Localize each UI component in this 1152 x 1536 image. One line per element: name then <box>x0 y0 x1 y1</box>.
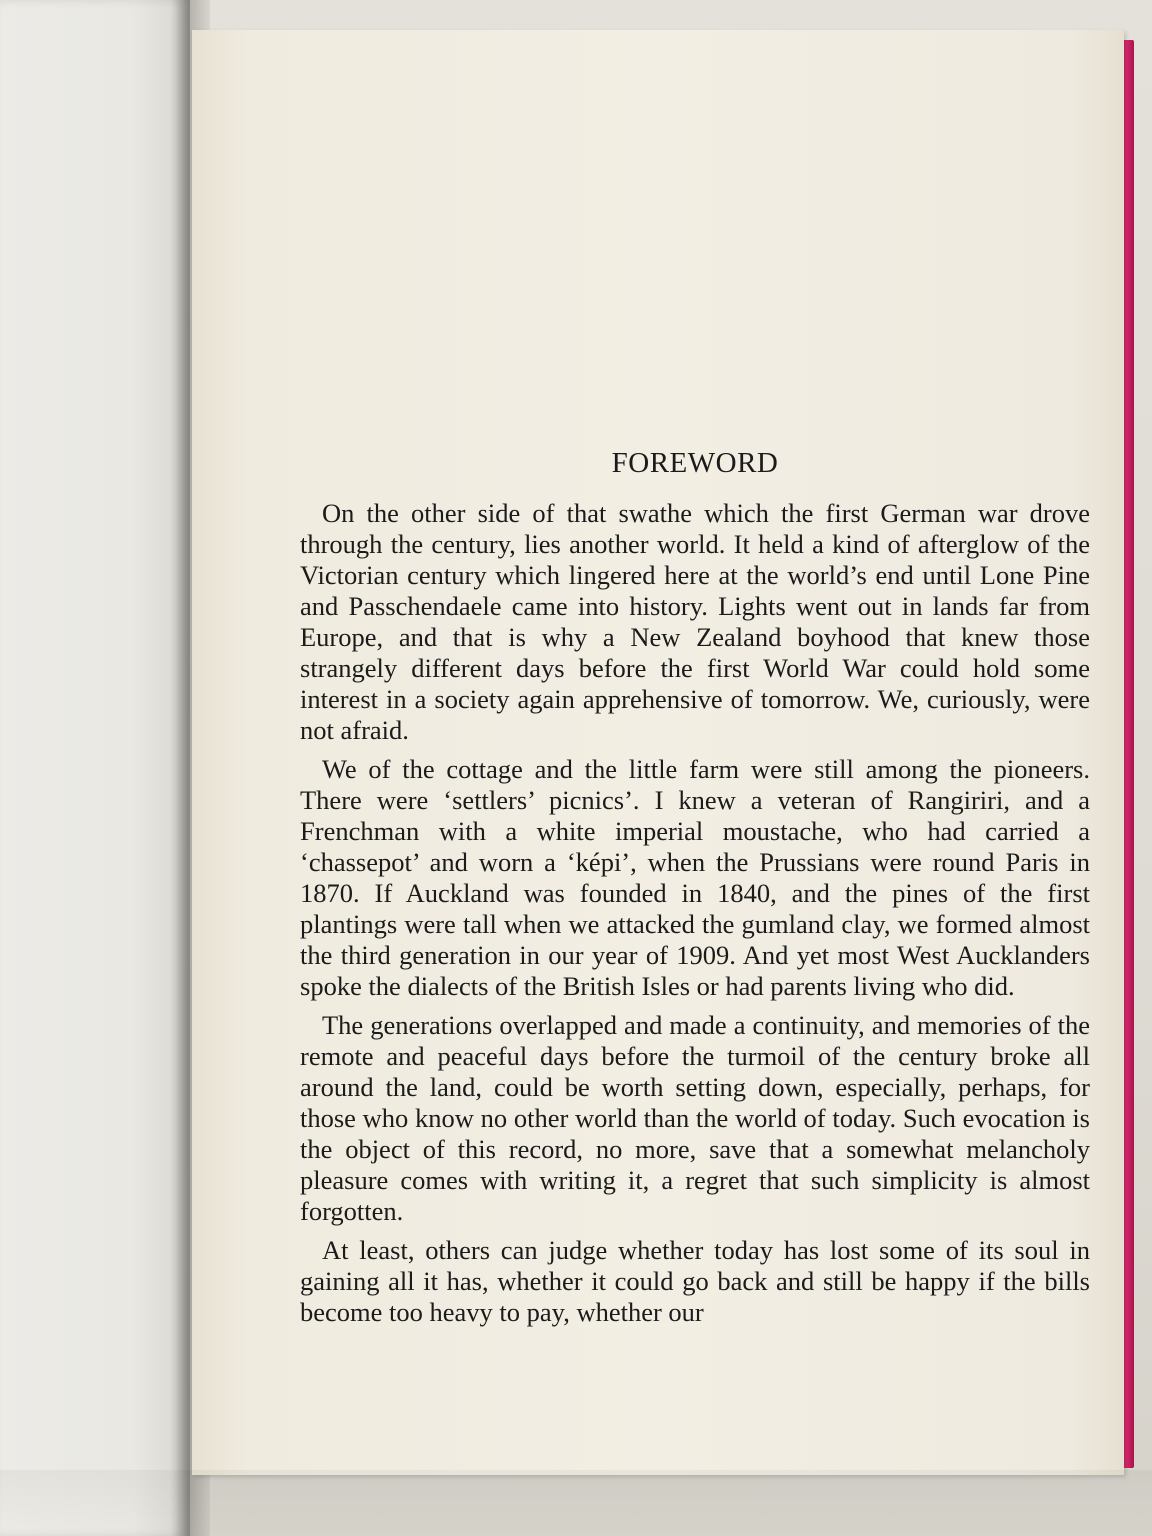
book-page <box>192 30 1124 1475</box>
table-surface <box>0 1470 1152 1536</box>
foreword-paragraph-3: The generations overlapped and made a continuity, and memories of the remote and peaceful days before the turmoil of the century broke all around the land, could be worth setting down, especially, perhaps, for those who know no other world than the world of today. Such evocation is the object of this record, no more, save that a somewhat melancholy pleasure comes with writing it, a regret that such simplicity is almost forgotten. <box>300 1010 1090 1226</box>
foreword-title: FOREWORD <box>611 447 779 479</box>
foreword-paragraph-1: On the other side of that swathe which the first German war drove through the century, lies another world. It held a kind of afterglow of the Victorian century which lingered here at the world’s end until Lone Pine and Passchendaele came into history. Lights went out in lands far from Europe, and that is why a New Zealand boyhood that knew those strangely different days before the first World War could hold some interest in a society again apprehensive of tomorrow. We, curiously, were not afraid. <box>300 498 1090 745</box>
foreword-paragraph-4: At least, others can judge whether today has lost some of its soul in gaining all it has, whether it could go back and still be happy if the bills become too heavy to pay, whether our <box>300 1235 1090 1327</box>
foreword-paragraph-2: We of the cottage and the little farm were still among the pioneers. There were ‘settlers’ picnics’. I knew a veteran of Rangiriri, and a Frenchman with a white imperial moustache, who had carried a ‘chassepot’ and worn a ‘képi’, when the Prussians were round Paris in 1870. If Auckland was founded in 1840, and the pines of the first plantings were tall when we attacked the gumland clay, we formed almost the third generation in our year of 1909. And yet most West Aucklanders spoke the dialects of the British Isles or had parents living who did. <box>300 754 1090 1001</box>
foreword-section <box>300 446 1090 1328</box>
facing-page-left <box>0 0 190 1536</box>
bleed-through-text <box>0 500 60 522</box>
